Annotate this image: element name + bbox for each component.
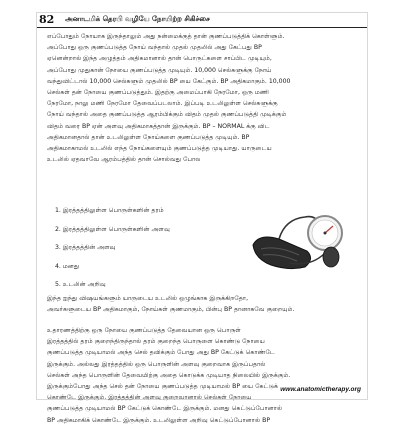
paragraph-2 — [47, 293, 363, 315]
blood-pressure-monitor-image — [249, 193, 349, 273]
text-line: இரத்தத்தில் தரம் குறைந்திருந்தால் தரம் குறைந்த பொருளை கொண்டு நோயை — [47, 338, 265, 346]
text-line: வந்துவிட்டால் 10,000 செல்களும் முதலில் BP யை கேட்கும். BP அதிகமாகும். 10,000 — [47, 77, 291, 85]
text-line: செல்கள் தன் நோயை குணப்படுத்தும். இதற்கு அமைப்பாகி நேரமோ, ஒரு மணி — [47, 88, 270, 96]
bp-bulb — [323, 247, 339, 267]
text-line: இந்த ஐந்து விஷயங்களும் யாருடைய உடலில் ஒழுங்காக இருக்கிறதோ, — [47, 295, 249, 302]
text-line: அப்போது முதுகான் நோயை குணப்படுத்த முடியும். 10,000 செல்களுக்கு நோய் — [47, 66, 272, 74]
list-item: 3. இரத்தத்தின் அளவு — [55, 244, 116, 251]
book-page — [36, 12, 368, 424]
text-line: இருக்கும். அல்லது இரத்தத்தில் ஒரு பொருளின் அளவு குறைவாக இருப்பதால் — [47, 360, 266, 368]
text-line: BP அதிகமாகிக் கொண்டே இருக்கும். உடலிலுள்ள அறிவு கெட்டுப்போனால் BP — [47, 416, 271, 424]
paragraph-1 — [47, 31, 363, 165]
text-line: குணப்படுத்த முடியாமல் அந்த செல் தவிக்கும் போது அது BP கேட்டுக் கொண்டே — [47, 349, 275, 357]
text-line: உடலில் ஏதவாவே ஆரம்பத்தில் தான் சொல்வது போல — [47, 156, 201, 164]
list-item: 1. இரத்தத்திலுள்ள பொருள்களின் தரம் — [55, 207, 164, 214]
list-item: 4. மனது — [55, 262, 80, 270]
text-line: எப்போதும் நோயாக இருந்தாலும் அது நன்மைக்குத் தான் குணப்படுத்திக் கொள்ளும். — [47, 33, 285, 40]
text-line: கொண்டே இருக்கும். இரத்தத்தின் அளவு குறைவானால் செல்கள் நோயை — [47, 394, 252, 402]
text-line: அதிகமானதால் தான் உடலிலுள்ள நோய்களை குணப்படுத்த முடியும். BP — [47, 133, 250, 141]
list-item: 5. உடலின் அறிவு — [55, 281, 106, 288]
text-line: உதாரணத்திற்கு ஒரு நோயை குணப்படுத்த தேவையான ஒரு பொருள் — [47, 327, 241, 334]
book-title: அனாடமிக் தெரபி வழியே நோயிற்ற சிகிச்சை — [65, 15, 210, 23]
text-line: ஏனென்றால் இந்த அழுத்தம் அதிகமானால் தான் பொருட்களை சாப்பிட முடியும், — [47, 55, 272, 63]
page-number: 82 — [39, 13, 55, 26]
text-line: இருக்கும்போது அந்த செல் தன் நோயை குணப்படுத்த முடியாமல் BP யை கேட்டுக் — [47, 382, 278, 390]
text-line: நோய் வந்தால் அதை குணப்படுத்த ஆரம்பிக்கும் விதம் முதல் குணப்படுத்தி முடிக்கும் — [47, 111, 287, 119]
page-header — [37, 13, 367, 28]
factor-list — [55, 205, 235, 298]
text-line: நேரமோ, நாலு மணி நேரமோ தேவைப்படலாம். இப்படி உடலிலுள்ள செல்களுக்கு — [47, 100, 278, 108]
paragraph-3 — [47, 325, 363, 426]
text-line: குணப்படுத்த முடியாமல் BP கேட்டுக் கொண்டே இருக்கும். மனது கெட்டுப்போனால் — [47, 405, 283, 413]
text-line: அதிகமாகாமல் உடலில் எந்த நோய்களையும் குணப்படுத்த முடியாது. யாருடைய — [47, 144, 272, 152]
text-line: செல்கள் அந்த பொருளின் தேவையிற்கு அதை கொடுக்க முடியாத நிலையில் இருக்கும். — [47, 371, 291, 379]
list-item: 2. இரத்தத்திலுள்ள பொருள்களின் அளவு — [55, 225, 170, 233]
text-line: விதம் வரை BP ஏன் அளவு அதிகமாகத்தான் இருக்கும். BP – NORMAL க்கு விட — [47, 122, 270, 130]
text-line: அப்போது ஒரு குணப்படுத்த நோய் வந்தால் முதல் முதலில் அது கேட்பது BP — [47, 44, 262, 52]
footer-url: www.anatomictherapy.org — [280, 386, 361, 393]
text-line: அவர்களுடைய BP அதிகமாகும், நோய்கள் குணமாகும், பின்பு BP தானாகவே குறையும். — [47, 306, 295, 314]
